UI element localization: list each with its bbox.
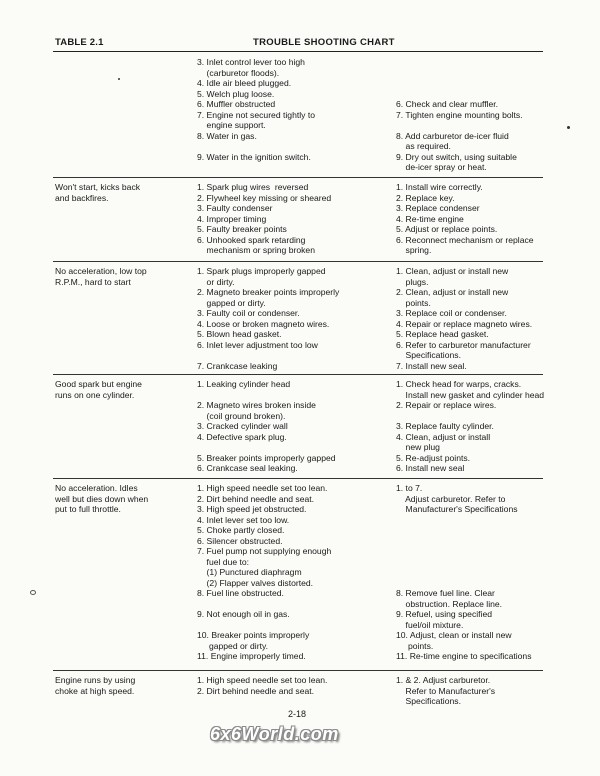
cause-line: 1. Spark plug wires reversed bbox=[197, 182, 309, 192]
remedy-line: fuel/oil mixture. bbox=[396, 619, 464, 630]
cause-line: 1. High speed needle set too lean. bbox=[197, 675, 328, 685]
cause-line: 2. Flywheel key missing or sheared bbox=[197, 192, 332, 203]
cause-line: gapped or dirty. bbox=[197, 297, 266, 308]
symptom-line: put to full throttle. bbox=[55, 504, 121, 514]
cause-line: 10. Breaker points improperly bbox=[197, 630, 310, 640]
symptom-line: No acceleration. Idles bbox=[55, 483, 138, 493]
remedy-line: 1. Install wire correctly. bbox=[396, 182, 483, 192]
symptom-line: and backfires. bbox=[55, 192, 109, 203]
remedy-line: 6. Install new seal bbox=[396, 463, 465, 473]
symptom-line: No acceleration, low top bbox=[55, 266, 147, 276]
remedy-line: 2. Replace key. bbox=[396, 192, 455, 203]
symptom-line: R.P.M., hard to start bbox=[55, 276, 131, 287]
cause-line: 7. Fuel pump not supplying enough bbox=[197, 546, 332, 556]
cause-line: 5. Choke partly closed. bbox=[197, 525, 285, 535]
symptom-line: runs on one cylinder. bbox=[55, 389, 135, 400]
cause-line: or dirty. bbox=[197, 276, 235, 287]
row-divider bbox=[53, 177, 543, 178]
remedy-line: 7. Tighten engine mounting bolts. bbox=[396, 109, 523, 120]
page-number: 2-18 bbox=[288, 709, 307, 719]
cause-line: (2) Flapper valves distorted. bbox=[197, 577, 314, 588]
symptom-line: Engine runs by using bbox=[55, 675, 136, 685]
remedy-line: points. bbox=[396, 640, 434, 651]
cause-line: 3. Faulty condenser bbox=[197, 203, 273, 213]
cause-line: 2. Dirt behind needle and seat. bbox=[197, 685, 315, 696]
remedy-line: 4. Clean, adjust or install bbox=[396, 431, 491, 442]
cause-line: 6. Unhooked spark retarding bbox=[197, 234, 306, 245]
remedy-line: 3. Replace coil or condenser. bbox=[396, 308, 507, 318]
remedy-line: 2. Repair or replace wires. bbox=[396, 400, 497, 410]
remedy-line: Manufacturer's Specifications bbox=[396, 504, 518, 514]
remedy-line: 11. Re-time engine to specifications bbox=[396, 651, 532, 661]
cause-line: 5. Blown head gasket. bbox=[197, 329, 282, 339]
cause-line: (coil ground broken). bbox=[197, 410, 286, 421]
cause-line: 1. High speed needle set too lean. bbox=[197, 483, 328, 493]
table-header bbox=[53, 37, 543, 52]
cause-line: mechanism or spring broken bbox=[197, 245, 315, 255]
watermark-logo: 6x6World.com bbox=[210, 724, 339, 744]
symptom-line: Won't start, kicks back bbox=[55, 182, 141, 192]
remedy-line: 8. Remove fuel line. Clear bbox=[396, 588, 495, 598]
remedy-line: Install new gasket and cylinder head bbox=[396, 389, 545, 400]
remedy-line: 10. Adjust, clean or install new bbox=[396, 630, 512, 640]
remedy-line: 5. Adjust or replace points. bbox=[396, 224, 498, 234]
cause-line: 4. Improper timing bbox=[197, 213, 267, 224]
cause-line: 6. Silencer obstructed. bbox=[197, 535, 283, 546]
cause-line: 5. Welch plug loose. bbox=[197, 88, 275, 99]
cause-line: 9. Not enough oil in gas. bbox=[197, 609, 290, 619]
remedy-line: 1. to 7. bbox=[396, 483, 423, 493]
remedy-line: points. bbox=[396, 297, 431, 308]
cause-line: 2. Dirt behind needle and seat. bbox=[197, 493, 315, 504]
remedy-line: 6. Reconnect mechanism or replace bbox=[396, 234, 534, 245]
cause-line: 9. Water in the ignition switch. bbox=[197, 151, 311, 162]
cause-line: gapped or dirty. bbox=[197, 640, 269, 651]
remedy-line: 3. Replace faulty cylinder. bbox=[396, 421, 494, 431]
remedy-line: 5. Replace head gasket. bbox=[396, 329, 489, 339]
cause-line: 1. Leaking cylinder head bbox=[197, 379, 291, 389]
cause-line: 3. Inlet control lever too high bbox=[197, 57, 305, 67]
cause-line: 6. Inlet lever adjustment too low bbox=[197, 339, 318, 350]
remedy-line: Adjust carburetor. Refer to bbox=[396, 493, 506, 504]
chart-title: TROUBLE SHOOTING CHART bbox=[253, 37, 395, 48]
remedy-line: 4. Repair or replace magneto wires. bbox=[396, 318, 533, 329]
remedy-line: new plug bbox=[396, 442, 440, 452]
remedy-line: 1. & 2. Adjust carburetor. bbox=[396, 675, 491, 685]
cause-line: 2. Magneto wires broken inside bbox=[197, 400, 316, 410]
remedy-line: 1. Check head for warps, cracks. bbox=[396, 379, 522, 389]
remedy-line: 9. Dry out switch, using suitable bbox=[396, 151, 517, 162]
remedy-line: de-icer spray or heat. bbox=[396, 162, 487, 172]
cause-line: 4. Idle air bleed plugged. bbox=[197, 78, 292, 88]
cause-line: 8. Fuel line obstructed. bbox=[197, 588, 284, 598]
remedy-line: 6. Check and clear muffler. bbox=[396, 99, 499, 109]
cause-line: (1) Punctured diaphragm bbox=[197, 567, 302, 577]
row-divider bbox=[53, 478, 543, 479]
remedy-line: Refer to Manufacturer's bbox=[396, 685, 496, 696]
remedy-line: 8. Add carburetor de-icer fluid bbox=[396, 130, 509, 141]
cause-line: 4. Loose or broken magneto wires. bbox=[197, 318, 330, 329]
remedy-line: 5. Re-adjust points. bbox=[396, 452, 471, 463]
cause-line: 3. Faulty coil or condenser. bbox=[197, 308, 300, 318]
table-number: TABLE 2.1 bbox=[55, 37, 104, 48]
cause-line: fuel due to: bbox=[197, 556, 250, 567]
remedy-line: 6. Refer to carburetor manufacturer bbox=[396, 339, 531, 350]
remedy-line: 2. Clean, adjust or install new bbox=[396, 287, 509, 297]
symptom-line: choke at high speed. bbox=[55, 685, 135, 696]
row-divider bbox=[53, 374, 543, 375]
scan-speck bbox=[30, 590, 36, 595]
scan-speck bbox=[118, 78, 120, 80]
cause-line: 11. Engine improperly timed. bbox=[197, 651, 306, 661]
cause-line: 7. Engine not secured tightly to bbox=[197, 109, 316, 120]
row-divider bbox=[53, 261, 543, 262]
scan-speck bbox=[567, 126, 570, 129]
remedy-line: 1. Clean, adjust or install new bbox=[396, 266, 509, 276]
cause-line: 3. High speed jet obstructed. bbox=[197, 504, 307, 514]
remedy-line: spring. bbox=[396, 245, 432, 255]
remedy-line: as required. bbox=[396, 141, 451, 151]
remedy-line: 9. Refuel, using specified bbox=[396, 609, 493, 619]
row-divider bbox=[53, 670, 543, 671]
remedy-line: 3. Replace condenser bbox=[396, 203, 480, 213]
cause-line: 5. Faulty breaker points bbox=[197, 224, 287, 234]
cause-line: 6. Crankcase seal leaking. bbox=[197, 463, 298, 473]
remedy-line: 7. Install new seal. bbox=[396, 360, 467, 371]
cause-line: 4. Inlet lever set too low. bbox=[197, 514, 290, 525]
cause-line: 6. Muffler obstructed bbox=[197, 99, 276, 109]
cause-line: 8. Water in gas. bbox=[197, 130, 257, 141]
cause-line: 2. Magneto breaker points improperly bbox=[197, 287, 340, 297]
symptom-line: Good spark but engine bbox=[55, 379, 142, 389]
remedy-line: 4. Re-time engine bbox=[396, 213, 464, 224]
remedy-line: Specifications. bbox=[396, 696, 461, 706]
cause-line: 7. Crankcase leaking bbox=[197, 360, 278, 371]
cause-line: (carburetor floods). bbox=[197, 67, 280, 78]
cause-line: 4. Defective spark plug. bbox=[197, 431, 287, 442]
cause-line: 3. Cracked cylinder wall bbox=[197, 421, 288, 431]
cause-line: 5. Breaker points improperly gapped bbox=[197, 452, 336, 463]
remedy-line: Specifications. bbox=[396, 350, 461, 360]
cause-line: 1. Spark plugs improperly gapped bbox=[197, 266, 326, 276]
remedy-line: plugs. bbox=[396, 276, 429, 287]
cause-line: engine support. bbox=[197, 120, 266, 130]
remedy-line: obstruction. Replace line. bbox=[396, 598, 503, 609]
symptom-line: well but dies down when bbox=[55, 493, 149, 504]
